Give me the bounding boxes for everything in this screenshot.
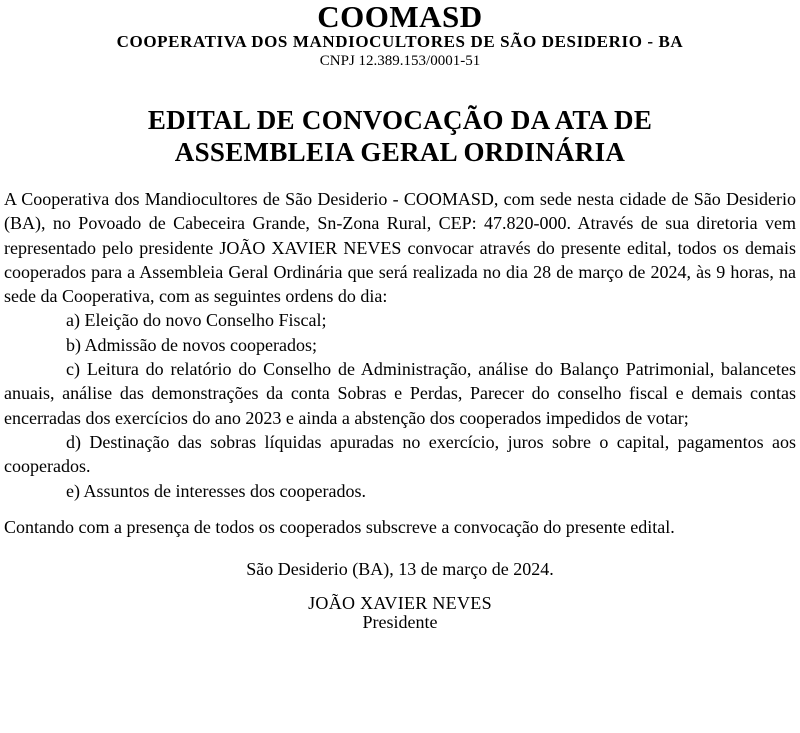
org-cnpj: CNPJ 12.389.153/0001-51 — [319, 53, 481, 69]
agenda-item-text: Admissão de novos cooperados; — [81, 334, 317, 355]
agenda-item-letter: e) — [66, 480, 80, 501]
org-full-name: COOPERATIVA DOS MANDIOCULTORES DE SÃO DESIDERIO - BA — [116, 32, 684, 51]
agenda-item-a — [4, 308, 796, 332]
agenda-item-text: Destinação das sobras líquidas apuradas no exercício, juros sobre o capital, pagamentos aos cooperados. — [4, 431, 796, 477]
agenda-item-letter: c) — [66, 359, 80, 380]
agenda-item-e — [4, 479, 796, 503]
agenda-item-text: Eleição do novo Conselho Fiscal; — [79, 310, 327, 331]
title-line-2: ASSEMBLEIA GERAL ORDINÁRIA — [174, 137, 626, 167]
agenda-item-letter: d) — [66, 431, 81, 452]
date-line: São Desiderio (BA), 13 de março de 2024. — [246, 559, 554, 580]
agenda-item-c — [4, 357, 796, 430]
agenda-item-text: Assuntos de interesses dos cooperados. — [79, 480, 366, 501]
agenda-item-b — [4, 333, 796, 357]
agenda-item-text: Leitura do relatório do Conselho de Administração, análise do Balanço Patrimonial, balancetes anuais, análise das demonstrações da conta Sobras e Perdas, Parecer do conselho fiscal e demais contas encerradas dos exercícios do ano 2023 e ainda a abstenção dos cooperados impedidos de votar; — [4, 359, 796, 428]
document-body — [4, 187, 796, 503]
closing-paragraph: Contando com a presença de todos os cooperados subscreve a convocação do presente edital. — [4, 516, 675, 537]
intro-paragraph: A Cooperativa dos Mandiocultores de São Desiderio - COOMASD, com sede nesta cidade de São Desiderio (BA), no Povoado de Cabeceira Grande, Sn-Zona Rural, CEP: 47.820-000. Através de sua diretoria vem representado pelo presidente JOÃO XAVIER NEVES convocar através do presente edital, todos os demais cooperados para a Assembleia Geral Ordinária que será realizada no dia 28 de março de 2024, às 9 horas, na sede da Cooperativa, com as seguintes ordens do dia: — [4, 189, 796, 307]
org-acronym: COOMASD — [317, 0, 483, 34]
signatory-name: JOÃO XAVIER NEVES — [308, 593, 492, 614]
signatory-role: Presidente — [362, 612, 438, 633]
agenda-item-letter: a) — [66, 310, 80, 331]
agenda-item-d — [4, 430, 796, 479]
title-line-1: EDITAL DE CONVOCAÇÃO DA ATA DE — [147, 105, 653, 135]
document-title — [4, 104, 796, 168]
document-page — [0, 2, 800, 733]
agenda-item-letter: b) — [66, 334, 81, 355]
